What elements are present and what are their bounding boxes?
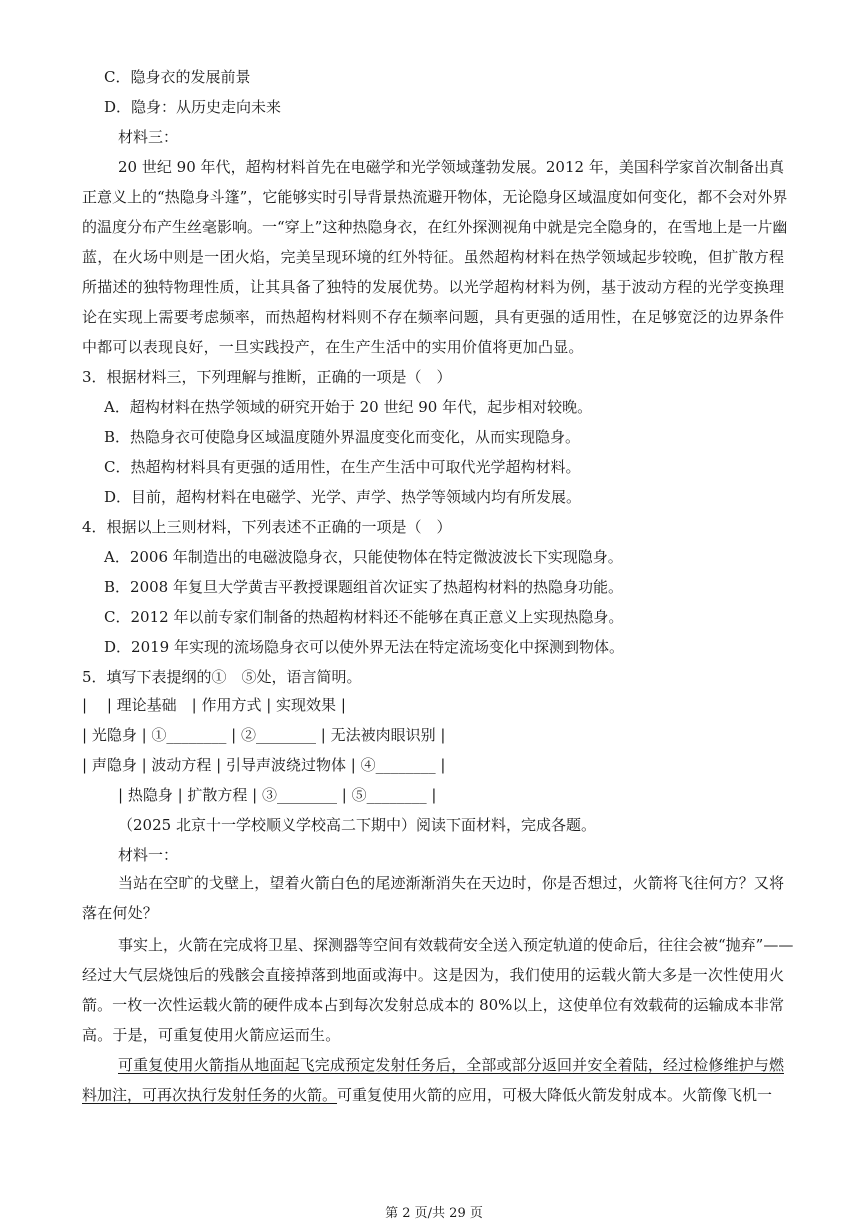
material1-para1-line: 当站在空旷的戈壁上，望着火箭白色的尾迹渐渐消失在天边时，你是否想过，火箭将飞往何方？又将: [118, 874, 784, 892]
underlined-definition: 可重复使用火箭指从地面起飞完成预定发射任务后，全部或部分返回并安全着陆，经过检修维护与燃: [118, 1056, 784, 1074]
section-intro: （2025 北京十一学校顺义学校高二下期中）阅读下面材料，完成各题。: [118, 816, 596, 834]
q2-option-c: C．隐身衣的发展前景: [104, 68, 251, 86]
material3-line: 20 世纪 90 年代，超构材料首先在电磁学和光学领域蓬勃发展。2012 年，美国科学家首次制备出真: [118, 158, 784, 176]
material1-para1-line: 落在何处？: [82, 904, 159, 922]
q4-option-a: A．2006 年制造出的电磁波隐身衣，只能使物体在特定微波波长下实现隐身。: [104, 548, 623, 566]
q4-stem: 4．根据以上三则材料，下列表述不正确的一项是（ ）: [82, 518, 452, 536]
material3-line: 的温度分布产生丝毫影响。一“穿上”这种热隐身衣，在红外探测视角中就是完全隐身的，在雪地上是一片幽: [82, 218, 788, 236]
q3-option-d: D．目前，超构材料在电磁学、光学、声学、热学等领域内均有所发展。: [104, 488, 582, 506]
material1-heading: 材料一：: [118, 846, 179, 864]
q5-stem: 5．填写下表提纲的① ⑤处，语言简明。: [82, 668, 362, 686]
q3-stem: 3．根据材料三，下列理解与推断，正确的一项是（ ）: [82, 368, 452, 386]
material1-para3-line: [82, 1085, 772, 1105]
material1-para2-line: 经过大气层烧蚀后的残骸会直接掉落到地面或海中。这是因为，我们使用的运载火箭大多是一次性使用火: [82, 966, 784, 984]
material1-para3-rest: 可重复使用火箭的应用，可极大降低火箭发射成本。火箭像飞机一: [337, 1086, 773, 1104]
q2-option-d: D．隐身：从历史走向未来: [104, 98, 282, 116]
material3-line: 蓝，在火场中则是一团火焰，完美呈现环境的红外特征。虽然超构材料在热学领域起步较晚，但扩散方程: [82, 248, 784, 266]
material3-line: 中都可以表现良好，一旦实践投产，在生产生活中的实用价值将更加凸显。: [82, 338, 584, 356]
q5-table-row: | 光隐身 | ①________ | ②________ | 无法被肉眼识别 |: [82, 726, 446, 744]
material3-heading: 材料三：: [118, 128, 179, 146]
q4-option-d: D．2019 年实现的流场隐身衣可以使外界无法在特定流场变化中探测到物体。: [104, 638, 624, 656]
q3-option-c: C．热超构材料具有更强的适用性，在生产生活中可取代光学超构材料。: [104, 458, 581, 476]
q5-table-row: | 声隐身 | 波动方程 | 引导声波绕过物体 | ④________ |: [82, 756, 446, 774]
q3-option-b: B．热隐身衣可使隐身区域温度随外界温度变化而变化，从而实现隐身。: [104, 428, 581, 446]
material1-para2-line: 高。于是，可重复使用火箭应运而生。: [82, 1026, 341, 1044]
material1-para2-line: 箭。一枚一次性运载火箭的硬件成本占到每次发射总成本的 80%以上，这使单位有效载荷的运输成本非常: [82, 996, 784, 1014]
page-number: 第 2 页/共 29 页: [385, 1206, 483, 1221]
q5-table-row: | | 理论基础 | 作用方式 | 实现效果 |: [82, 696, 346, 714]
material3-line: 论在实现上需要考虑频率，而热超构材料则不存在频率问题，具有更强的适用性，在足够宽泛的边界条件: [82, 308, 784, 326]
q4-option-b: B．2008 年复旦大学黄吉平教授课题组首次证实了热超构材料的热隐身功能。: [104, 578, 623, 596]
material3-line: 正意义上的“热隐身斗篷”，它能够实时引导背景热流避开物体，无论隐身区域温度如何变化，都不会对外界: [82, 188, 788, 206]
underlined-definition-end: 料加注，可再次执行发射任务的火箭。: [82, 1086, 338, 1104]
q3-option-a: A．超构材料在热学领域的研究开始于 20 世纪 90 年代，起步相对较晚。: [104, 398, 593, 416]
q5-table-row: | 热隐身 | 扩散方程 | ③________ | ⑤________ |: [118, 786, 437, 804]
q4-option-c: C．2012 年以前专家们制备的热超构材料还不能够在真正意义上实现热隐身。: [104, 608, 624, 626]
material1-para2-line: 事实上，火箭在完成将卫星、探测器等空间有效载荷安全送入预定轨道的使命后，往往会被“抛弃”——: [118, 936, 794, 954]
material3-line: 所描述的独特物理性质，让其具备了独特的发展优势。以光学超构材料为例，基于波动方程的光学变换理: [82, 278, 784, 296]
